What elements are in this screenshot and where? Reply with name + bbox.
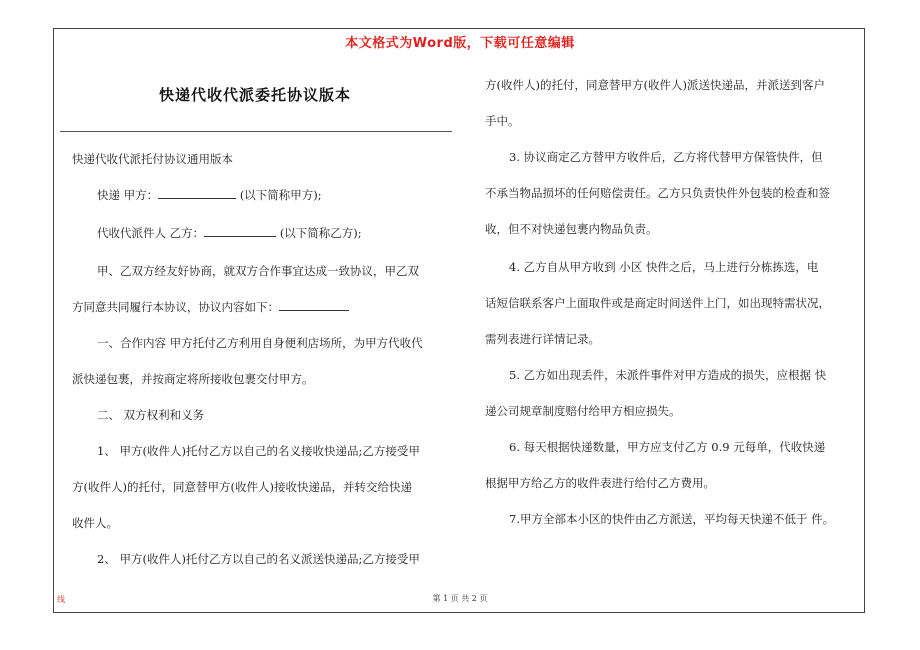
item-4-line-1: 4. 乙方自从甲方收到 小区 快件之后，马上进行分栋拣选，电 <box>509 260 819 274</box>
item-2-line-3: 手中。 <box>485 114 520 128</box>
item-7-line-1: 7.甲方全部本小区的快件由乙方派送，平均每天快递不低于 件。 <box>509 512 835 526</box>
footer-mark: 线 <box>57 595 65 604</box>
intro-line-2 <box>72 298 349 316</box>
item-2-line-1: 2、 甲方(收件人)托付乙方以自己的名义派送快递品;乙方接受甲 <box>97 552 420 566</box>
item-5-line-1: 5. 乙方如出现丢件，未派件事件对甲方造成的损失，应根据 快 <box>509 368 827 382</box>
intro-line-2-text: 方同意共同履行本协议，协议内容如下： <box>72 300 279 314</box>
party-a-line <box>97 186 322 204</box>
item-3-line-2: 不承当物品损坏的任何赔偿责任。乙方只负责快件外包装的检查和签 <box>485 186 830 200</box>
intro-blank <box>279 298 349 311</box>
party-b-label: 代收代派件人 乙方： <box>97 226 205 240</box>
subtitle: 快递代收代派托付协议通用版本 <box>72 152 233 166</box>
item-3-line-3: 收，但不对快递包裹内物品负责。 <box>485 222 658 236</box>
item-3-line-1: 3. 协议商定乙方替甲方收件后，乙方将代替甲方保管快件，但 <box>509 150 823 164</box>
party-b-blank <box>204 224 276 237</box>
item-1-line-3: 收件人。 <box>72 516 118 530</box>
title-divider <box>60 131 452 132</box>
item-1-line-2: 方(收件人)的托付，同意替甲方(收件人)接收快递品，并转交给快递 <box>72 480 412 494</box>
section-1-line-1: 一、合作内容 甲方托付乙方利用自身便利店场所，为甲方代收代 <box>97 336 423 350</box>
section-1-line-2: 派快递包裹，并按商定将所接收包裹交付甲方。 <box>72 372 314 386</box>
intro-line-1: 甲、乙双方经友好协商，就双方合作事宜达成一致协议，甲乙双 <box>97 264 419 278</box>
word-format-banner: 本文格式为Word版，下载可任意编辑 <box>345 36 575 51</box>
party-b-line <box>97 224 362 242</box>
section-2-heading: 二、 双方权利和义务 <box>97 408 205 422</box>
document-title: 快递代收代派委托协议版本 <box>158 86 351 104</box>
page-number: 第 1 页 共 2 页 <box>432 594 488 603</box>
party-a-blank <box>158 186 236 199</box>
item-4-line-3: 需列表进行详情记录。 <box>485 332 600 346</box>
party-a-label: 快递 甲方： <box>97 188 159 202</box>
item-1-line-1: 1、 甲方(收件人)托付乙方以自己的名义接收快递品;乙方接受甲 <box>97 444 420 458</box>
item-6-line-2: 根据甲方给乙方的收件表进行给付乙方费用。 <box>485 476 715 490</box>
item-4-line-2: 话短信联系客户上面取件或是商定时间送件上门，如出现特需状况， <box>485 296 830 310</box>
party-a-suffix: (以下简称甲方); <box>239 188 322 202</box>
party-b-suffix: (以下简称乙方); <box>279 226 362 240</box>
item-6-line-1: 6. 每天根据快递数量，甲方应支付乙方 0.9 元每单，代收快递 <box>509 440 826 454</box>
item-5-line-2: 递公司规章制度赔付给甲方相应损失。 <box>485 404 681 418</box>
item-2-line-2: 方(收件人)的托付，同意替甲方(收件人)派送快递品，并派送到客户 <box>485 78 825 92</box>
